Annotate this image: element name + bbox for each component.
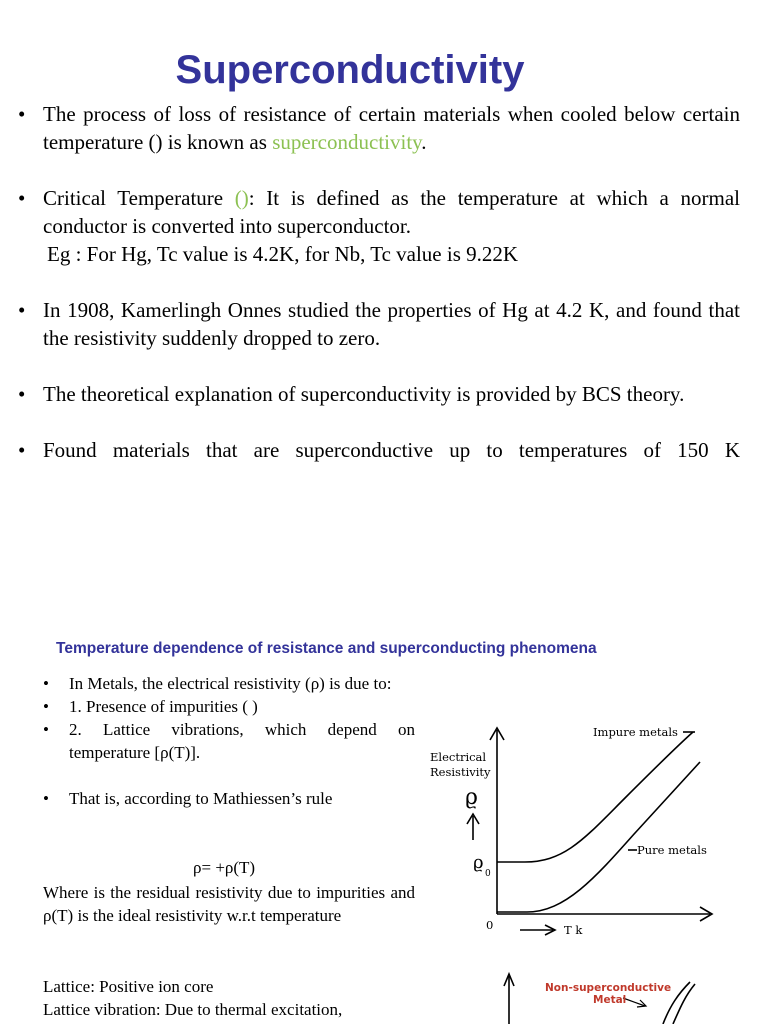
pure-metals-curve [497,762,700,912]
impure-metals-label: Impure metals [593,725,678,739]
where-paragraph: Where is the residual resistivity due to impurities and ρ(T) is the ideal resistivity w.r.t temperature [43,883,415,925]
resistivity-graph [425,718,725,948]
sub-bullet-lattice: • 2. Lattice vibrations, which depend on temperature [ρ(T)]. [43,718,415,764]
rho-symbol: ϱ [465,785,478,810]
bullet-onnes: • In 1908, Kamerlingh Onnes studied the properties of Hg at 4.2 K, and found that the resistivity suddenly dropped to zero. [18,296,740,352]
lattice-definition: Lattice: Positive ion core [43,977,214,996]
bullet-critical-temperature: • Critical Temperature (): It is defined as the temperature at which a normal conductor is converted into superconductor. Eg : For Hg, Tc value is 4.2K, for Nb, Tc value is 9.22K [18,184,740,268]
lattice-paragraph [43,975,415,1021]
term-highlight: superconductivity [272,130,422,154]
tc-highlight: () [234,186,249,210]
section-subtitle: Temperature dependence of resistance and superconducting phenomena [56,640,597,657]
bullet-150k: • Found materials that are superconductive up to temperatures of 150 K [18,436,740,464]
bullet-bcs: • The theoretical explanation of superconductivity is provided by BCS theory. [18,380,740,408]
superconductor-graph [495,966,715,1024]
sub-bullet-impurities: • 1. Presence of impurities ( ) [43,695,415,718]
bullet-definition: • The process of loss of resistance of certain materials when cooled below certain temperature () is known as superconductivity. [18,100,740,156]
lattice-vibration-definition: Lattice vibration: Due to thermal excitation, [43,1000,343,1019]
origin-label: 0 [486,918,494,932]
ylabel-resistivity: Resistivity [430,765,491,779]
page-title: Superconductivity [175,48,525,92]
sub-bullet-resistivity: • In Metals, the electrical resistivity (ρ) is due to: [43,672,415,695]
main-bullet-list [18,100,740,492]
rho0-subscript: 0 [485,869,491,879]
mathiessen-formula: ρ= +ρ(T) [193,858,256,877]
graph2-curve-2 [673,984,695,1024]
non-superconductive-label: Non-superconductive [545,982,672,994]
example-line: Eg : For Hg, Tc value is 4.2K, for Nb, Tc value is 9.22K [47,242,519,266]
pure-metals-label: Pure metals [637,843,707,857]
sub-bullet-list [43,672,415,810]
rho0-symbol: ϱ [473,852,484,873]
sub-bullet-mathiessen: • That is, according to Mathiessen’s rule [43,787,415,810]
xlabel-tk: T k [564,923,583,937]
ylabel-electrical: Electrical [430,750,487,764]
metal-label: Metal [593,994,627,1006]
